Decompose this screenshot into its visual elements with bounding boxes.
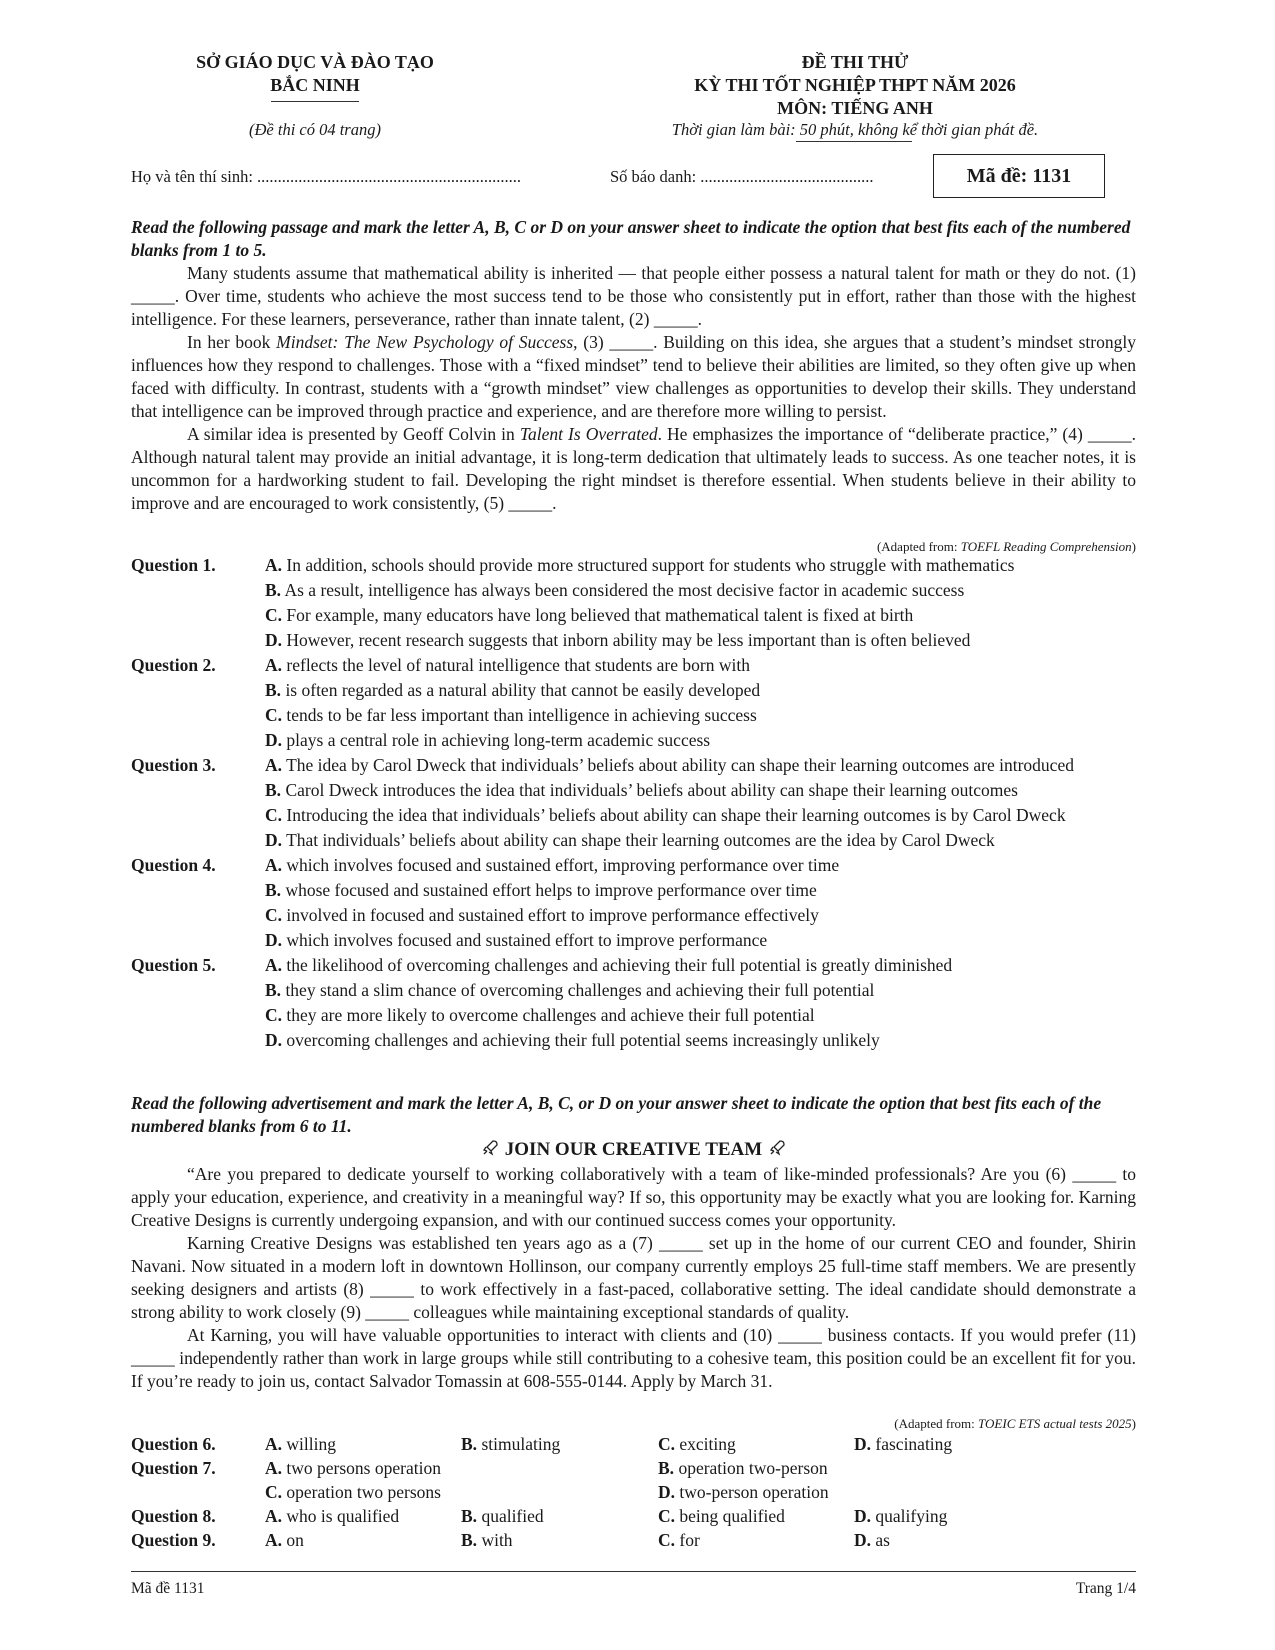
answer-option[interactable] <box>265 1003 815 1028</box>
question-option-row <box>131 928 1141 953</box>
question-option-row <box>131 1504 1141 1529</box>
question-option-row <box>131 953 1141 978</box>
option-text: However, recent research suggests that inborn ability may be less important than is often believed <box>286 630 971 650</box>
exam-title-line1: ĐỀ THI THỬ <box>801 52 909 72</box>
answer-option[interactable] <box>265 1028 880 1053</box>
option-letter: A. <box>265 955 283 975</box>
department-line2: BẮC NINH <box>270 75 360 95</box>
exam-code: Mã đề: 1131 <box>966 164 1072 187</box>
option-text: For example, many educators have long believed that mathematical talent is fixed at birth <box>286 605 914 625</box>
question-label: Question 6. <box>131 1434 216 1454</box>
question-option-row <box>131 878 1141 903</box>
option-text: exciting <box>679 1434 736 1454</box>
option-text: qualifying <box>875 1506 948 1526</box>
book-title-talent: Talent Is Overrated <box>519 424 658 444</box>
ad-paragraph-1: “Are you prepared to dedicate yourself to working collaboratively with a team of like-minded professionals? Are you (6) _____ to apply your education, experience, and creativity in a meaningful way? If so, this opportunity may be exactly what you are looking for. Karning Creative Designs is currently undergoing expansion, and with our continued success comes your opportunity. <box>131 1164 1136 1230</box>
ad-title <box>131 1138 1136 1162</box>
answer-option[interactable] <box>265 853 839 878</box>
answer-option[interactable] <box>265 928 767 953</box>
option-text: on <box>286 1530 304 1550</box>
ad-title-text: JOIN OUR CREATIVE TEAM <box>504 1139 763 1160</box>
answer-option[interactable] <box>265 778 1018 803</box>
answer-option[interactable] <box>265 1456 441 1481</box>
answer-option[interactable] <box>461 1432 560 1457</box>
answer-option[interactable] <box>265 653 750 678</box>
question-option-row <box>131 1456 1141 1481</box>
option-letter: A. <box>265 1458 283 1478</box>
question-label: Question 1. <box>131 555 216 575</box>
option-text: Introducing the idea that individuals’ beliefs about ability can shape their learning outcomes is by Carol Dweck <box>286 805 1066 825</box>
option-letter: B. <box>265 880 282 900</box>
option-text: involved in focused and sustained effort to improve performance effectively <box>286 905 819 925</box>
option-text: two-person operation <box>679 1482 829 1502</box>
department-line1: SỞ GIÁO DỤC VÀ ĐÀO TẠO <box>196 52 434 72</box>
question-label: Question 2. <box>131 655 216 675</box>
source-suffix: ) <box>1131 539 1136 554</box>
question-option-row <box>131 1003 1141 1028</box>
section1-instruction: Read the following passage and mark the letter A, B, C or D on your answer sheet to indicate the option that best fits each of the numbered blanks from 1 to 5. <box>131 217 1131 260</box>
answer-option[interactable] <box>854 1528 890 1553</box>
option-letter: C. <box>658 1506 676 1526</box>
option-letter: B. <box>461 1434 478 1454</box>
option-letter: B. <box>265 780 282 800</box>
option-text: whose focused and sustained effort helps to improve performance over time <box>285 880 817 900</box>
option-letter: A. <box>265 855 283 875</box>
answer-option[interactable] <box>265 603 913 628</box>
option-letter: B. <box>461 1506 478 1526</box>
option-text: fascinating <box>875 1434 953 1454</box>
answer-option[interactable] <box>658 1432 736 1457</box>
footer-exam-code: Mã đề 1131 <box>131 1580 205 1597</box>
p3-rest: . He emphasizes the importance of “deliberate practice,” (4) _____. Although natural talent may provide an initial advantage, it is long-term dedication that ultimately leads to success. As one teacher notes, it is uncommon for a hardworking student to fail. Developing the right mindset is therefore essential. When students believe in their ability to improve and are encouraged to work consistently, (5) _____. <box>131 424 1136 513</box>
answer-option[interactable] <box>461 1504 544 1529</box>
ad-paragraph-3: At Karning, you will have valuable opportunities to interact with clients and (10) _____ business contacts. If you would prefer (11) _____ independently rather than work in large groups while still contributing to a cohesive team, this position could be an excellent fit for you. If you’re ready to join us, contact Salvador Tomassin at 608-555-0144. Apply by March 31. <box>131 1325 1136 1391</box>
question-option-row <box>131 653 1141 678</box>
answer-option[interactable] <box>265 1528 304 1553</box>
department-name <box>150 51 480 97</box>
question-option-row <box>131 1432 1141 1457</box>
option-text: they stand a slim chance of overcoming challenges and achieving their full potential <box>285 980 875 1000</box>
answer-option[interactable] <box>265 878 817 903</box>
answer-option[interactable] <box>265 753 1074 778</box>
exam-title-line2: KỲ THI TỐT NGHIỆP THPT NĂM 2026 <box>694 75 1016 95</box>
answer-option[interactable] <box>658 1480 829 1505</box>
option-letter: D. <box>854 1434 872 1454</box>
question-option-row <box>131 778 1141 803</box>
answer-option[interactable] <box>265 578 964 603</box>
rocket-icon <box>480 1138 500 1158</box>
answer-option[interactable] <box>265 728 710 753</box>
footer-rule <box>131 1571 1136 1572</box>
question-label: Question 3. <box>131 755 216 775</box>
option-text: plays a central role in achieving long-term academic success <box>286 730 711 750</box>
candidate-name-field: Họ và tên thí sinh: ................................................................ <box>131 167 522 186</box>
option-letter: C. <box>265 1005 283 1025</box>
option-letter: D. <box>265 1030 283 1050</box>
option-text: qualified <box>481 1506 544 1526</box>
option-letter: D. <box>265 630 283 650</box>
option-text: operation two persons <box>286 1482 441 1502</box>
option-letter: B. <box>265 680 282 700</box>
option-letter: B. <box>658 1458 675 1478</box>
option-text: As a result, intelligence has always been considered the most decisive factor in academic success <box>284 580 965 600</box>
question-label: Question 4. <box>131 855 216 875</box>
question-option-row <box>131 628 1141 653</box>
option-text: as <box>875 1530 890 1550</box>
option-text: stimulating <box>481 1434 561 1454</box>
passage-1-paragraph-1: Many students assume that mathematical ability is inherited — that people either possess a natural talent for math or they do not. (1) _____. Over time, students who achieve the most success tend to be those who consistently put in effort, rather than those with the highest intelligence. For these learners, perseverance, rather than innate talent, (2) _____. <box>131 263 1136 329</box>
answer-option[interactable] <box>461 1528 513 1553</box>
option-letter: A. <box>265 755 283 775</box>
question-label: Question 7. <box>131 1458 216 1478</box>
option-letter: C. <box>658 1434 676 1454</box>
source-prefix: (Adapted from: <box>894 1416 979 1431</box>
option-text: who is qualified <box>286 1506 400 1526</box>
advertisement <box>131 1163 1136 1393</box>
department-underline <box>271 101 359 102</box>
option-letter: A. <box>265 655 283 675</box>
question-option-row <box>131 1528 1141 1553</box>
question-option-row <box>131 828 1141 853</box>
answer-option[interactable] <box>265 978 874 1003</box>
answer-option[interactable] <box>265 1432 336 1457</box>
option-text: reflects the level of natural intelligence that students are born with <box>286 655 750 675</box>
question-option-row <box>131 678 1141 703</box>
option-letter: C. <box>265 1482 283 1502</box>
passage-1-paragraph-3 <box>131 423 1136 515</box>
option-text: is often regarded as a natural ability that cannot be easily developed <box>285 680 761 700</box>
question-option-row <box>131 803 1141 828</box>
option-text: the likelihood of overcoming challenges and achieving their full potential is greatly diminished <box>286 955 953 975</box>
question-label: Question 8. <box>131 1506 216 1526</box>
option-text: That individuals’ beliefs about ability can shape their learning outcomes are the idea by Carol Dweck <box>286 830 995 850</box>
p3-lead: A similar idea is presented by Geoff Colvin in <box>187 424 520 444</box>
pages-note: (Đề thi có 04 trang) <box>249 120 381 139</box>
option-letter: A. <box>265 1434 283 1454</box>
answer-option[interactable] <box>658 1504 785 1529</box>
question-option-row <box>131 728 1141 753</box>
option-text: being qualified <box>679 1506 785 1526</box>
option-letter: A. <box>265 1506 283 1526</box>
source-title: TOEFL Reading Comprehension <box>960 539 1132 554</box>
answer-option[interactable] <box>265 828 995 853</box>
option-letter: B. <box>265 980 282 1000</box>
option-letter: D. <box>265 730 283 750</box>
option-text: willing <box>286 1434 336 1454</box>
advertisement-source <box>700 1416 1136 1432</box>
question-option-row <box>131 978 1141 1003</box>
answer-option[interactable] <box>265 903 819 928</box>
option-letter: B. <box>265 580 282 600</box>
answer-option[interactable] <box>854 1432 952 1457</box>
option-letter: B. <box>461 1530 478 1550</box>
exam-title <box>630 51 1080 120</box>
answer-option[interactable] <box>265 703 757 728</box>
question-option-row <box>131 903 1141 928</box>
option-letter: D. <box>265 830 283 850</box>
option-letter: C. <box>265 805 283 825</box>
rocket-icon <box>767 1138 787 1158</box>
ad-paragraph-2: Karning Creative Designs was established ten years ago as a (7) _____ set up in the home of our current CEO and founder, Shirin Navani. Now situated in a modern loft in downtown Hollinson, our company currently employs 25 full-time staff members. We are presently seeking designers and artists (8) _____ to work effectively in a fast-paced, collaborative setting. The ideal candidate should demonstrate a strong ability to work closely (9) _____ colleagues while maintaining exceptional standards of quality. <box>131 1233 1136 1322</box>
question-option-row <box>131 1480 1141 1505</box>
option-text: tends to be far less important than intelligence in achieving success <box>286 705 757 725</box>
answer-option[interactable] <box>265 553 1014 578</box>
question-option-row <box>131 603 1141 628</box>
source-suffix: ) <box>1131 1416 1136 1431</box>
candidate-id-field: Số báo danh: .......................................... <box>610 167 874 186</box>
time-note: Thời gian làm bài: 50 phút, không kể thời gian phát đề. <box>671 120 1039 139</box>
option-letter: D. <box>265 930 283 950</box>
answer-option[interactable] <box>658 1456 828 1481</box>
question-option-row <box>131 553 1141 578</box>
option-letter: D. <box>658 1482 676 1502</box>
option-text: Carol Dweck introduces the idea that individuals’ beliefs about ability can shape their learning outcomes <box>285 780 1018 800</box>
question-label: Question 9. <box>131 1530 216 1550</box>
option-text: for <box>679 1530 700 1550</box>
answer-option[interactable] <box>265 628 970 653</box>
p2-rest: , (3) _____. Building on this idea, she argues that a student’s mindset strongly influences how they respond to challenges. Those with a “fixed mindset” tend to believe their abilities are limited, so they often give up when faced with difficulty. In contrast, students with a “growth mindset” view challenges as opportunities to develop their skills. They understand that intelligence can be improved through practice and experience, and are therefore more willing to persist. <box>131 332 1136 421</box>
section2-instruction: Read the following advertisement and mark the letter A, B, C, or D on your answer sheet to indicate the option that best fits each of the numbered blanks from 6 to 11. <box>131 1093 1102 1136</box>
answer-option[interactable] <box>265 678 760 703</box>
answer-option[interactable] <box>854 1504 947 1529</box>
answer-option[interactable] <box>658 1528 700 1553</box>
answer-option[interactable] <box>265 1504 399 1529</box>
option-text: The idea by Carol Dweck that individuals’ beliefs about ability can shape their learning outcomes are introduced <box>286 755 1074 775</box>
question-option-row <box>131 703 1141 728</box>
question-option-row <box>131 578 1141 603</box>
option-letter: A. <box>265 555 283 575</box>
option-letter: C. <box>658 1530 676 1550</box>
option-letter: C. <box>265 605 283 625</box>
option-text: In addition, schools should provide more structured support for students who struggle with mathematics <box>286 555 1015 575</box>
p2-lead: In her book <box>187 332 277 352</box>
question-option-row <box>131 853 1141 878</box>
option-letter: C. <box>265 905 283 925</box>
passage-1 <box>131 262 1136 515</box>
option-text: with <box>481 1530 513 1550</box>
answer-option[interactable] <box>265 803 1066 828</box>
option-text: overcoming challenges and achieving their full potential seems increasingly unlikely <box>286 1030 880 1050</box>
answer-option[interactable] <box>265 953 952 978</box>
question-option-row <box>131 753 1141 778</box>
option-text: operation two-person <box>678 1458 828 1478</box>
question-label: Question 5. <box>131 955 216 975</box>
option-text: which involves focused and sustained effort, improving performance over time <box>286 855 840 875</box>
option-letter: D. <box>854 1530 872 1550</box>
option-letter: C. <box>265 705 283 725</box>
source-prefix: (Adapted from: <box>876 539 961 554</box>
book-title-mindset: Mindset: The New Psychology of Success <box>276 332 574 352</box>
option-text: which involves focused and sustained effort to improve performance <box>286 930 768 950</box>
source-title: TOEIC ETS actual tests 2025 <box>978 1416 1132 1431</box>
option-text: they are more likely to overcome challenges and achieve their full potential <box>286 1005 815 1025</box>
answer-option[interactable] <box>265 1480 441 1505</box>
passage-1-paragraph-2 <box>131 331 1136 423</box>
question-option-row <box>131 1028 1141 1053</box>
exam-title-line3: MÔN: TIẾNG ANH <box>777 98 933 118</box>
time-note-underline <box>796 141 912 142</box>
option-letter: A. <box>265 1530 283 1550</box>
option-text: two persons operation <box>286 1458 441 1478</box>
option-letter: D. <box>854 1506 872 1526</box>
exam-code-box <box>933 154 1105 198</box>
footer-page-number: Trang 1/4 <box>1075 1580 1136 1597</box>
